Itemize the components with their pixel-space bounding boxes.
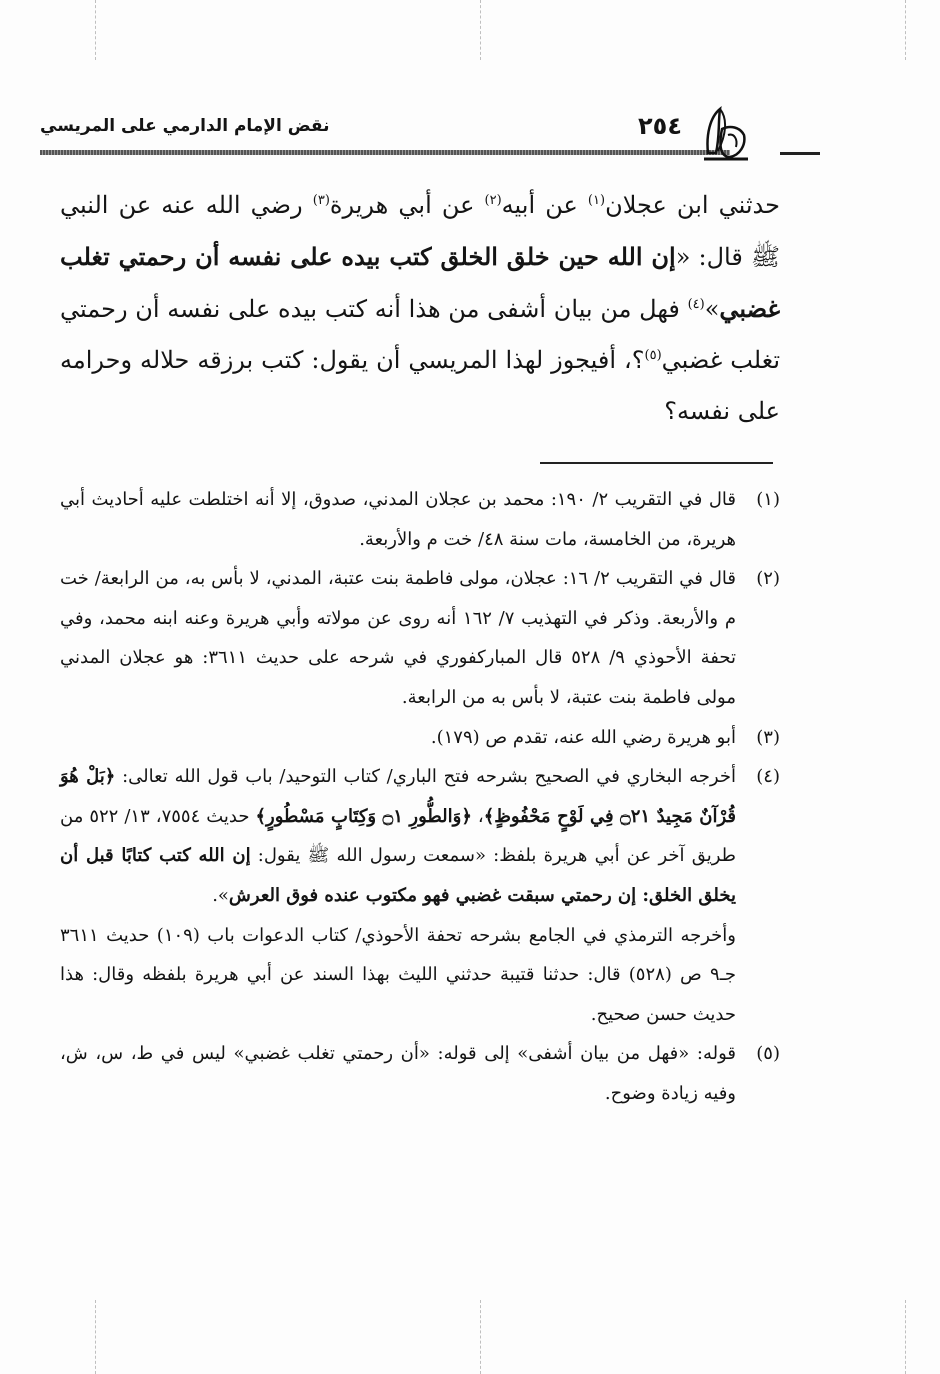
hadith-text: إن الله كتب كتابًا قبل أن يخلق الخلق: إن رحمتي سبقت غضبي فهو مكتوب عنده فوق العرش	[60, 845, 736, 906]
header-rule-end	[780, 152, 820, 155]
text-segment: أخرجه البخاري في الصحيح بشرحه فتح الباري/ كتاب التوحيد/ باب قول الله تعالى:	[115, 766, 736, 788]
text-segment: عن أبي هريرة	[329, 191, 485, 219]
text-segment: حدثني ابن عجلان	[605, 191, 780, 219]
quran-verse: ﴿بَلْ هُوَ قُرْآنٌ مَجِيدٌ ۝٢١ فِي لَوْحٍ مَحْفُوظٍ﴾	[60, 766, 737, 827]
text-segment: رضي الله عنه عن النبي ﷺ قال: «	[60, 191, 780, 271]
hadith-text: إن الله حين خلق الخلق كتب بيده على نفسه أن رحمتي تغلب غضبي	[60, 242, 780, 323]
footnote-number: (٢)	[756, 568, 780, 590]
footnote-separator	[540, 462, 773, 464]
footnotes	[60, 480, 780, 1114]
footnote-ref[interactable]: (١)	[587, 193, 606, 208]
footnote-text: وأخرجه الترمذي في الجامع بشرحه تحفة الأحوذي/ كتاب الدعوات باب (١٠٩) حديث ٣٦١١ جـ٩ ص (٥٢٨) قال: حدثنا قتيبة حدثني الليث بهذا السند عن أبي هريرة بلفظه وقال: هذا حديث حسن صحيح.	[60, 924, 737, 1025]
header-rule	[40, 150, 730, 155]
main-paragraph	[60, 180, 780, 437]
footnote-ref[interactable]: (٢)	[484, 193, 502, 208]
footnote-number: (١)	[756, 489, 780, 510]
footnote	[60, 480, 780, 559]
scan-mark	[95, 0, 96, 60]
footnote	[60, 1034, 780, 1113]
scan-mark	[905, 0, 906, 60]
page-header	[40, 100, 780, 160]
footnote-number: (٤)	[756, 766, 780, 788]
footnote-ref[interactable]: (٣)	[312, 193, 330, 208]
text-segment: ،	[471, 805, 484, 827]
scan-mark	[480, 1300, 481, 1374]
footnote	[60, 757, 780, 1034]
footnote-text: قوله: «فهل من بيان أشفى» إلى قوله: «أن رحمتي تغلب غضبي» ليس في ط، س، ش، وفيه زيادة وضوح.	[60, 1043, 736, 1104]
footnote-text: قال في التقريب ٢/ ١٩٠: محمد بن عجلان المدني، صدوق، إلا أنه اختلطت عليه أحاديث أبي هريرة، من الخامسة، مات سنة ٤٨/ خت م والأربعة.	[60, 489, 737, 550]
quran-verse: ﴿وَالطُّورِ ۝١ وَكِتَابٍ مَسْطُورٍ﴾	[255, 805, 472, 827]
footnote-text: قال في التقريب ٢/ ١٦: عجلان، مولى فاطمة بنت عتبة، المدني، لا بأس به، من الرابعة/ خت م والأربعة. وذكر في التهذيب ٧/ ١٦٢ أنه روى عن مولاته وأبي هريرة وعنه ابنه محمد، وفي تحفة الأحوذي ٩/ ٥٢٨ قال المباركفوري في شرحه على حديث ٣٦١١: هو عجلان المدني مولى فاطمة بنت عتبة، لا بأس به من الرابعة.	[60, 568, 736, 708]
footnote-text: أبو هريرة رضي الله عنه، تقدم ص (١٧٩).	[430, 726, 736, 748]
text-segment: ».	[212, 884, 229, 906]
footnote-ref[interactable]: (٤)	[687, 297, 705, 312]
scan-mark	[905, 1300, 906, 1374]
quill-inkpot-icon	[700, 105, 752, 163]
footnote-number: (٥)	[756, 1043, 780, 1065]
scan-mark	[480, 0, 481, 60]
footnote-text	[60, 757, 736, 915]
scan-mark	[95, 1300, 96, 1374]
footnote	[60, 718, 780, 758]
text-segment: فهل من بيان أشفى من هذا أنه كتب بيده على نفسه أن رحمتي تغلب غضبي	[60, 295, 780, 374]
page-number: ٢٥٤	[638, 112, 682, 140]
text-segment: »	[704, 295, 720, 323]
footnote-ref[interactable]: (٥)	[644, 348, 662, 363]
text-segment: عن أبيه	[501, 191, 588, 219]
footnote-number: (٣)	[756, 726, 780, 748]
text-segment: حديث ٧٥٥٤، ١٣/ ٥٢٢ من طريق آخر عن أبي هريرة بلفظ: «سمعت رسول الله ﷺ يقول:	[60, 805, 736, 867]
text-segment: ؟، أفيجوز لهذا المريسي أن يقول: كتب برزقه حلاله وحرامه على نفسه؟	[60, 346, 780, 425]
main-text	[60, 180, 780, 437]
book-title: نقض الإمام الدارمي على المريسي	[40, 116, 330, 136]
footnote	[60, 559, 780, 717]
